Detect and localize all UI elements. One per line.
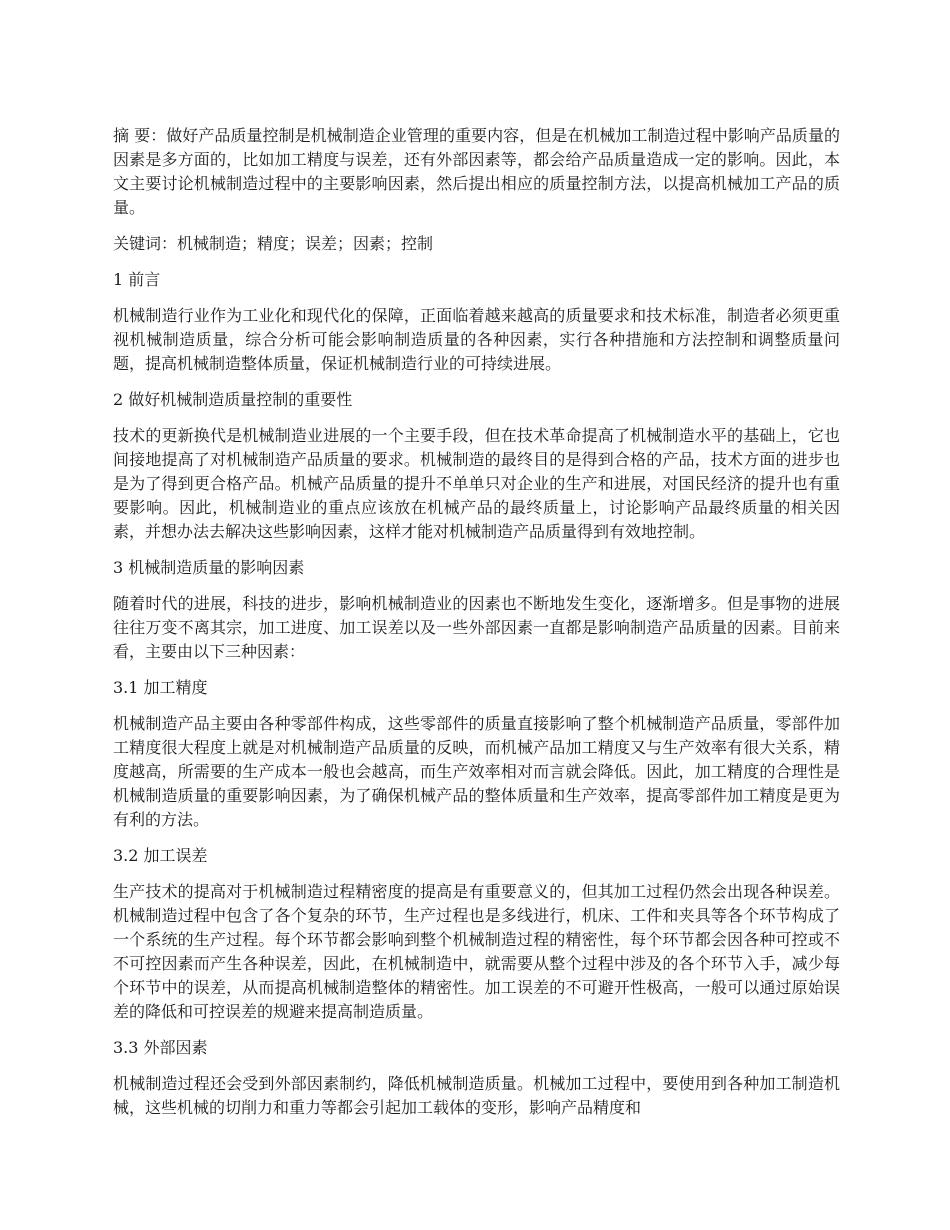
section-heading-3-3: 3.3 外部因素 (113, 1038, 208, 1057)
section-heading-3-1: 3.1 加工精度 (113, 678, 208, 697)
section-body-2: 技术的更新换代是机械制造业进展的一个主要手段，但在技术革命提高了机械制造水平的基础上，它也间接地提高了对机械制造产品质量的要求。机械制造的最终目的是得到合格的产品，技术方面的进步也是为了得到更合格产品。机械产品质量的提升不单单只对企业的生产和进展，对国民经济的提升也有重要影响。因此，机械制造业的重点应该放在机械产品的最终质量上，讨论影响产品最终质量的相关因素，并想办法去解决这些影响因素，这样才能对机械制造产品质量得到有效地控制。 (113, 426, 840, 541)
section-body-3-1: 机械制造产品主要由各种零部件构成，这些零部件的质量直接影响了整个机械制造产品质量，零部件加工精度很大程度上就是对机械制造产品质量的反映，而机械产品加工精度又与生产效率有很大关系，精度越高，所需要的生产成本一般也会越高，而生产效率相对而言就会降低。因此，加工精度的合理性是机械制造质量的重要影响因素，为了确保机械产品的整体质量和生产效率，提高零部件加工精度是更为有利的方法。 (113, 714, 840, 829)
section-heading-3-2: 3.2 加工误差 (113, 846, 208, 865)
section-body-3: 随着时代的进展，科技的进步，影响机械制造业的因素也不断地发生变化，逐渐增多。但是事物的进展往往万变不离其宗，加工进度、加工误差以及一些外部因素一直都是影响制造产品质量的因素。目前来看，主要由以下三种因素： (113, 594, 840, 661)
section-body-3-2: 生产技术的提高对于机械制造过程精密度的提高是有重要意义的，但其加工过程仍然会出现各种误差。机械制造过程中包含了各个复杂的环节，生产过程也是多线进行，机床、工件和夹具等各个环节构成了一个系统的生产过程。每个环节都会影响到整个机械制造过程的精密性，每个环节都会因各种可控或不不可控因素而产生各种误差，因此，在机械制造中，就需要从整个过程中涉及的各个环节入手，减少每个环节中的误差，从而提高机械制造整体的精密性。加工误差的不可避开性极高，一般可以通过原始误差的降低和可控误差的规避来提高制造质量。 (113, 882, 840, 1021)
section-heading-2: 2 做好机械制造质量控制的重要性 (113, 390, 353, 409)
section-heading-3: 3 机械制造质量的影响因素 (113, 558, 305, 577)
section-body-3-3: 机械制造过程还会受到外部因素制约，降低机械制造质量。机械加工过程中，要使用到各种加工制造机械，这些机械的切削力和重力等都会引起加工载体的变形，影响产品精度和 (113, 1074, 840, 1117)
abstract-paragraph: 摘 要：做好产品质量控制是机械制造企业管理的重要内容，但是在机械加工制造过程中影响产品质量的因素是多方面的，比如加工精度与误差，还有外部因素等，都会给产品质量造成一定的影响。因此，本文主要讨论机械制造过程中的主要影响因素，然后提出相应的质量控制方法，以提高机械加工产品的质量。 (113, 126, 840, 217)
document-page (113, 124, 840, 1132)
section-heading-1: 1 前言 (113, 270, 161, 289)
section-body-1: 机械制造行业作为工业化和现代化的保障，正面临着越来越高的质量要求和技术标准，制造者必须更重视机械制造质量，综合分析可能会影响制造质量的各种因素，实行各种措施和方法控制和调整质量问题，提高机械制造整体质量，保证机械制造行业的可持续进展。 (113, 306, 840, 373)
keywords-line: 关键词：机械制造；精度；误差；因素；控制 (113, 234, 434, 253)
